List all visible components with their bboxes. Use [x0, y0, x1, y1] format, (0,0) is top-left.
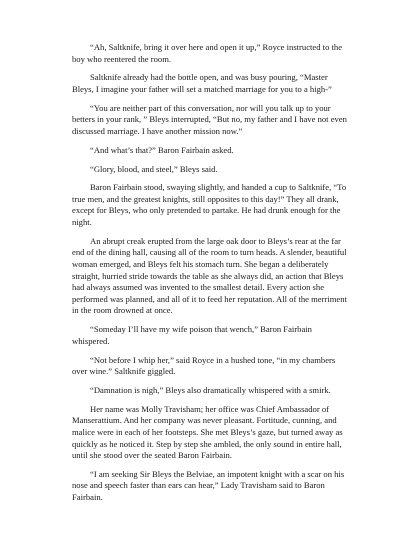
paragraph: “I am seeking Sir Bleys the Belviae, an impotent knight with a scar on his nose and speech faster than ears can hear,” Lady Travisham said to Baron Fairbain.	[72, 468, 345, 503]
body-text	[72, 42, 349, 511]
paragraph: “Someday I’ll have my wife poison that wench,” Baron Fairbain whispered.	[72, 324, 312, 346]
paragraph: Saltknife already had the bottle open, and was busy pouring, “Master Bleys, I imagine your father will set a matched marriage for you to a high-”	[72, 72, 332, 94]
paragraph: “Damnation is nigh,” Bleys also dramatically whispered with a smirk.	[90, 384, 331, 395]
paragraph: “You are neither part of this conversation, nor will you talk up to your betters in your rank, ” Bleys interrupted, “But no, my father and I have not even discussed marriage. I have another mission now.”	[72, 102, 347, 136]
paragraph: Baron Fairbain stood, swaying slightly, and handed a cup to Saltknife, “To true men, and the greatest knights, still opposites to this day!” They all drank, except for Bleys, who only pretended to partake. He had drunk enough for the night.	[72, 182, 347, 228]
paragraph: An abrupt creak erupted from the large oak door to Bleys’s rear at the far end of the dining hall, causing all of the room to turn heads. A slender, beautiful woman emerged, and Bleys felt his stomach turn. She began a deliberately straight, hurried stride towards the table as she always did, an action that Bleys had always assumed was invented to the smallest detail. Every action she performed was planned, and all of it to feed her reputation. All of the merriment in the room drowned at once.	[72, 235, 347, 316]
paragraph: “Glory, blood, and steel,” Bleys said.	[90, 163, 218, 174]
paragraph: “And what’s that?” Baron Fairbain asked.	[90, 144, 234, 155]
paragraph: “Not before I whip her,” said Royce in a hushed tone, “in my chambers over wine.” Saltknife giggled.	[72, 354, 336, 377]
paragraph: Her name was Molly Travisham; her office was Chief Ambassador of Manserattium. And her company was never pleasant. Fortitude, cunning, and malice were in each of her footsteps. She met Bleys’s gaze, but turned away as quickly as he noticed it. Step by step she ambled, the only sound in entire hall, until she stood over the seated Baron Fairbain.	[72, 403, 343, 461]
paragraph: “Ah, Saltknife, bring it over here and open it up,” Royce instructed to the boy who reentered the room.	[72, 42, 343, 64]
